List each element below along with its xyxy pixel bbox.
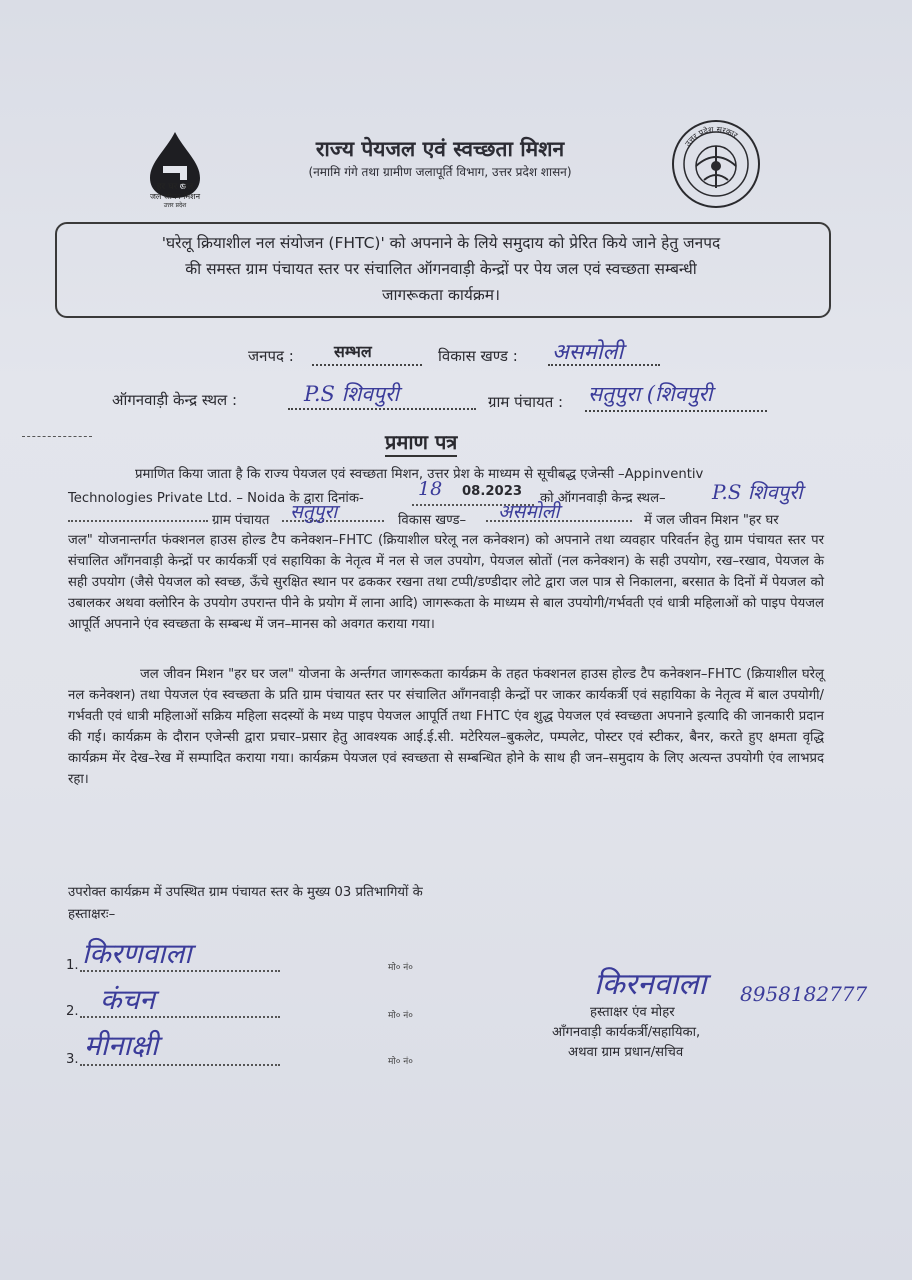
participant-3-number: 3. [66, 1052, 79, 1067]
vk-inline-value: असमोली [498, 501, 560, 523]
participant-2-signature: कंचन [100, 983, 155, 1016]
gram-panchayat-label: ग्राम पंचायत : [488, 393, 564, 411]
para1-line2-prefix: Technologies Private Ltd. – Noida के द्वारा दिनांक- [68, 491, 364, 506]
signatory-phone: 8958182777 [740, 982, 868, 1006]
line3-dots-1 [68, 506, 208, 522]
signatory-line-1: हस्ताक्षर एंव मोहर [590, 1005, 675, 1020]
logo-line-2: जल जीवन मिशन [149, 192, 201, 201]
logo-line-3: उत्तर प्रदेश [163, 202, 187, 209]
vikas-khand-value: असमोली [552, 340, 624, 365]
certificate-heading: प्रमाण पत्र [385, 428, 457, 457]
vikas-khand-label: विकास खण्ड : [438, 347, 518, 365]
para1-line2-suffix: को ऑगनवाड़ी केन्द्र स्थल– [540, 491, 666, 506]
site-value: P.S शिवपुरी [712, 480, 803, 504]
emblem-text: उत्तर प्रदेश सरकार [683, 124, 740, 148]
program-title [70, 230, 812, 308]
signatory-line-3: अथवा ग्राम प्रधान/सचिव [568, 1045, 684, 1060]
anganwadi-value: P.S शिवपुरी [304, 382, 399, 406]
har-ghar-jal-logo [130, 128, 220, 218]
participants-intro: उपरोक्त कार्यक्रम में उपस्थित ग्राम पंचायत स्तर के मुख्य 03 प्रतिभागियों के [68, 885, 423, 900]
gram-panchayat-inline-label: ग्राम पंचायत [212, 513, 270, 528]
page-title: राज्य पेयजल एवं स्वच्छता मिशन [315, 137, 565, 161]
anganwadi-label: ऑगनवाड़ी केन्द्र स्थल : [112, 391, 238, 409]
logo-line-1: हर घर जल [156, 182, 194, 192]
margin-mark [22, 436, 92, 437]
participant-3-signature: मीनाक्षी [84, 1029, 159, 1062]
participant-1-mobile: मो० नं० [388, 963, 413, 973]
program-title-line-3: जागरूकता कार्यक्रम। [382, 286, 500, 304]
date-day: 18 [418, 478, 443, 500]
gp-inline-value: सतुपुरा [290, 501, 338, 523]
participant-2-mobile: मो० नं० [388, 1011, 413, 1021]
para1-line3-suffix: में जल जीवन मिशन "हर घर [644, 513, 779, 528]
page-subtitle: (नमामि गंगे तथा ग्रामीण जलापूर्ति विभाग, उत्तर प्रदेश शासन) [308, 165, 572, 179]
para2-body: जल जीवन मिशन "हर घर जल" योजना के अर्न्तगत जागरूकता कार्यक्रम के तहत फंक्शनल हाउस होल्ड टैप कनेक्शन–FHTC (क्रियाशील घरेलू नल कनेक्शन) तथा पेयजल एंव स्वच्छता के प्रति ग्राम पंचायत स्तर पर संचालित ऑंगनवाड़ी केन्द्रों पर जाकर कार्यकर्त्री एवं सहायिका के नेतृत्व में बाल उपयोगी/गर्भवती एवं धात्री महिलाओं सक्रिय महिला सदस्यों के मध्य पाइप पेयजल आपूर्ति तथा FHTC एंव शुद्ध पेयजल एवं स्वच्छता अपनाने इत्यादि की जानकारी प्रदान की गई। कार्यक्रम के दौरान एजेन्सी द्वारा प्रचार–प्रसार हेतु आवश्यक आई.ई.सी. मटेरियल–बुकलेट, पम्पलेट, पोस्टर एवं स्टीकर, बैनर, करते हुए क्षमता वृद्धि कार्यक्रम मेंर देख–रेख में सम्पादित कराया गया। कार्यक्रम पेयजल एवं स्वच्छता से सम्बन्धित होने के साथ ही जन–समुदाय के लिए अत्यन्त उपयोगी एंव लाभप्रद रहा। [68, 667, 824, 787]
program-title-line-2: की समस्त ग्राम पंचायत स्तर पर संचालित ऑगनवाड़ी केन्द्रों पर पेय जल एवं स्वच्छता सम्बन्धी [185, 260, 697, 278]
participant-2-number: 2. [66, 1004, 79, 1019]
gram-panchayat-value: सतुपुरा (शिवपुरी [588, 382, 713, 406]
janpad-label: जनपद : [248, 347, 294, 365]
program-title-line-1: 'घरेलू क्रियाशील नल संयोजन (FHTC)' को अपनाने के लिये समुदाय को प्रेरित किये जाने हेतु जनपद [161, 234, 721, 252]
para1-body: जल" योजनान्तर्गत फंक्शनल हाउस होल्ड टैप कनेक्शन–FHTC (क्रियाशील घरेलू नल कनेक्शन) को अपनाने तथा व्यवहार परिवर्तन हेतु ग्राम पंचायत स्तर पर संचालित ऑंगनवाड़ी केन्द्रों पर कार्यकर्त्री एवं सहायिका के नेतृत्व में नल से जल उपयोग, पेयजल स्रोतों (नल कनेक्शन) के सही उपयोग, रख–रखाव, पेयजल के सही उपयोग (जैसे पेयजल को स्वच्छ, ऊँचे सुरक्षित स्थान पर ढककर रखना तथा टप्पी/डण्डीदार लोटे द्वारा जल पात्र से निकालना, बरसात के दिनों में पेयजल को उबालकर अथवा क्लोरिन के उपयोग उपरान्त पीने के प्रयोग में लाना आदि) जागरूकता के माध्यम से बाल उपयोगी/गर्भवती एवं धात्री महिलाओं को पाइप पेयजल आपूर्ति अपनाने एंव स्वच्छता के सम्बन्ध में जन–मानस को अवगत कराया गया। [68, 533, 824, 632]
janpad-value: सम्भल [334, 342, 372, 361]
para1-line1: प्रमाणित किया जाता है कि राज्य पेयजल एवं स्वच्छता मिशन, उत्तर प्रेश के माध्यम से सूचीबद्ध एजेन्सी –Appinventiv [135, 467, 704, 482]
signatory-signature: किरनवाला [594, 967, 707, 1002]
participant-3-mobile: मो० नं० [388, 1057, 413, 1067]
signatures-label: हस्ताक्षरः– [68, 907, 116, 922]
date-rest: 08.2023 [462, 484, 523, 499]
signatory-line-2: ऑंगनवाड़ी कार्यकर्त्री/सहायिका, [552, 1025, 701, 1040]
vikas-khand-inline-label: विकास खण्ड– [398, 513, 467, 528]
up-government-emblem [670, 118, 762, 210]
state-emblem-icon [670, 118, 762, 210]
participant-1-number: 1. [66, 958, 79, 973]
participant-1-signature: किरणवाला [82, 937, 192, 970]
